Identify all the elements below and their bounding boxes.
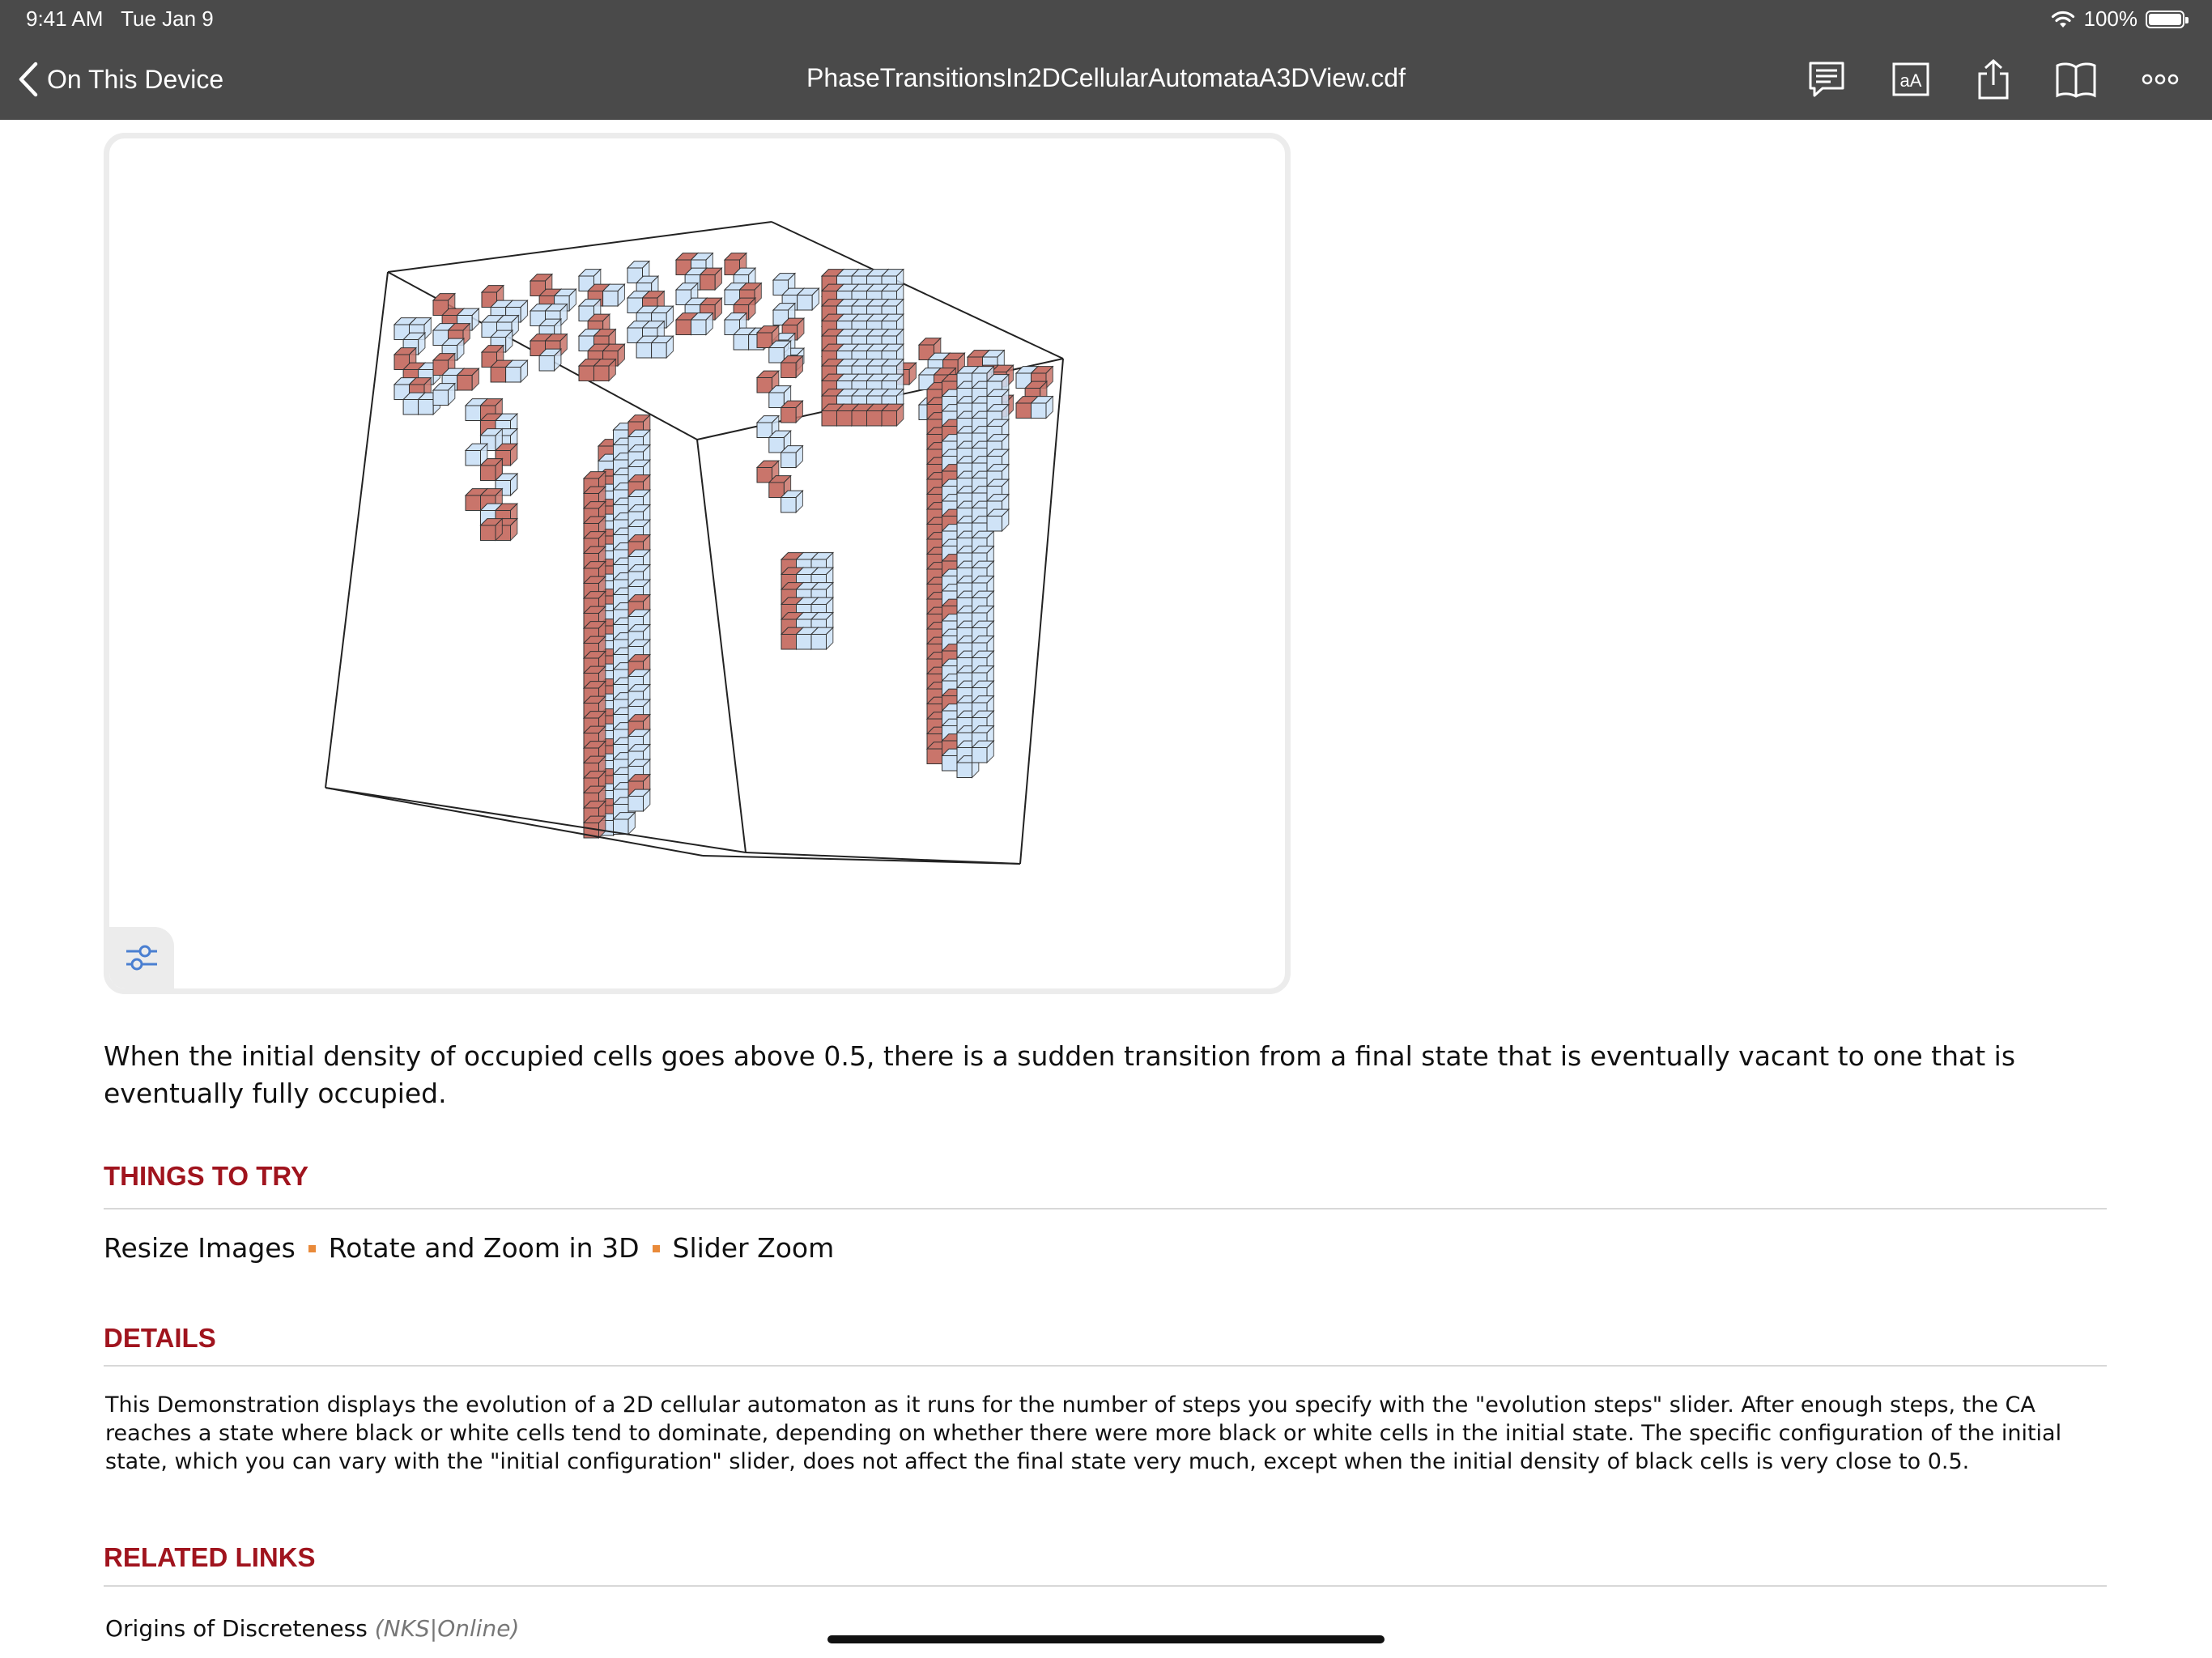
battery-percent: 100% <box>2083 6 2138 31</box>
details-divider <box>104 1365 2107 1367</box>
ca-cell-cube <box>987 509 1009 531</box>
ca-cell-cube <box>882 404 904 426</box>
book-icon <box>2054 59 2098 100</box>
related-links-heading: RELATED LINKS <box>104 1542 316 1572</box>
meta-paren-open: ( <box>374 1615 384 1642</box>
status-date: Tue Jan 9 <box>121 6 214 31</box>
things-to-try-divider <box>104 1208 2107 1209</box>
share-icon <box>1973 57 2014 101</box>
more-icon <box>2140 71 2180 87</box>
comments-button[interactable] <box>1804 57 1849 102</box>
ca-3d-view[interactable] <box>109 138 1285 988</box>
ca-cell-cube <box>628 789 650 811</box>
comments-icon <box>1806 59 1847 100</box>
text-size-icon <box>1891 59 1931 100</box>
box-edge <box>388 222 772 272</box>
book-button[interactable] <box>2053 57 2099 102</box>
separator-square-icon <box>653 1245 660 1252</box>
box-edge <box>325 272 388 788</box>
more-button[interactable] <box>2138 57 2183 102</box>
ca-cell-cube <box>1032 397 1053 419</box>
text-size-button[interactable] <box>1888 57 1933 102</box>
ca-cell-cube <box>652 336 674 358</box>
share-button[interactable] <box>1971 57 2016 102</box>
status-clock: 9:41 AM <box>26 6 104 31</box>
back-button-label: On This Device <box>47 64 224 94</box>
ca-cell-cube <box>798 288 819 310</box>
separator-square-icon <box>308 1245 316 1252</box>
nks-online-source[interactable] <box>375 1615 520 1642</box>
ca-cell-cube <box>614 813 636 835</box>
ca-cell-cube <box>594 359 616 381</box>
sliders-icon <box>124 942 160 974</box>
related-link-row <box>105 1615 519 1642</box>
slider-zoom-link[interactable]: Slider Zoom <box>672 1232 835 1264</box>
controls-button[interactable] <box>109 927 174 988</box>
box-edge <box>1020 359 1063 864</box>
ca-cell-cube <box>700 268 722 290</box>
ca-cell-cube <box>781 446 803 468</box>
ca-cell-cube <box>481 519 503 541</box>
ca-cell-cube <box>603 284 625 306</box>
top-bar <box>0 0 2212 120</box>
things-to-try-heading: THINGS TO TRY <box>104 1161 309 1191</box>
battery-icon <box>2146 11 2184 28</box>
resize-images-link[interactable]: Resize Images <box>104 1232 296 1264</box>
ca-cell-cube <box>972 741 994 763</box>
ca-cell-cube <box>781 401 803 423</box>
meta-online: Online <box>437 1615 511 1642</box>
related-links-divider <box>104 1585 2107 1587</box>
meta-separator: | <box>429 1615 438 1642</box>
details-text: This Demonstration displays the evolution of a 2D cellular automaton as it runs for the number of steps you specify with the "evolution steps" slider. After enough steps, the CA reaches a state where black or white cells tend to dominate, depending on whether there were more black or white cells in the initial state. The specific configuration of the initial state, which you can vary with the "initial configuration" slider, does not affect the final state very much, except when the initial density of black cells is very close to 0.5. <box>105 1392 2062 1474</box>
wifi-icon <box>2050 10 2076 29</box>
svg-text:aA: aA <box>1899 70 1922 91</box>
details-heading: DETAILS <box>104 1323 216 1353</box>
status-time <box>26 6 214 32</box>
ca-cell-cube <box>781 491 803 512</box>
box-edge <box>697 440 746 852</box>
ca-cell-cube <box>539 349 561 371</box>
ca-cell-cube <box>781 356 803 378</box>
ca-cell-cube <box>811 627 833 649</box>
meta-paren-close: ) <box>510 1615 520 1642</box>
demonstration-panel[interactable] <box>104 133 1291 994</box>
status-right <box>2050 6 2185 32</box>
ca-cell-cube <box>457 368 479 390</box>
things-to-try-links <box>104 1232 834 1264</box>
rotate-zoom-3d-link[interactable]: Rotate and Zoom in 3D <box>328 1232 640 1264</box>
ca-cell-cube <box>506 360 528 382</box>
box-edge <box>325 788 746 852</box>
home-indicator <box>827 1635 1385 1643</box>
demonstration-caption: When the initial density of occupied cells goes above 0.5, there is a sudden transition from a final state that is eventually vacant to one that is eventually fully occupied. <box>104 1040 2016 1109</box>
ca-cell-cube <box>433 384 455 406</box>
ca-cell-cube <box>691 313 713 335</box>
origins-of-discreteness-link[interactable]: Origins of Discreteness <box>105 1615 368 1642</box>
meta-nks: NKS <box>383 1615 430 1642</box>
document-title: PhaseTransitionsIn2DCellularAutomataA3DView.cdf <box>806 63 1406 92</box>
ca-cells <box>394 253 1053 838</box>
